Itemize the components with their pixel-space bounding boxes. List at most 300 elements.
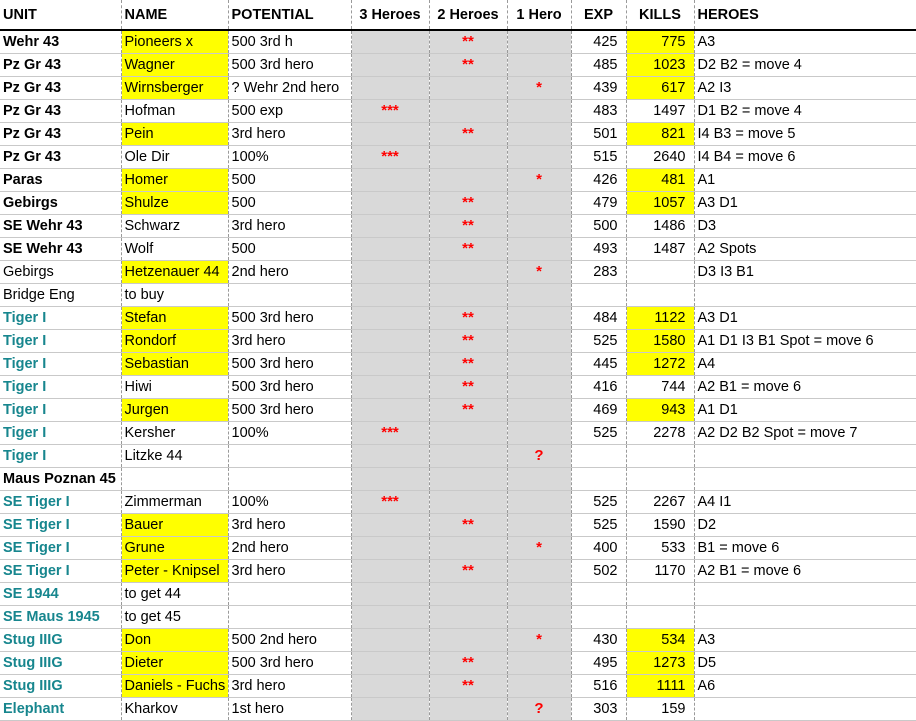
cell-3-heroes[interactable] (351, 651, 429, 674)
cell-potential[interactable] (228, 444, 351, 467)
cell-2-heroes[interactable] (429, 76, 507, 99)
cell-unit[interactable]: Tiger I (0, 306, 121, 329)
cell-potential[interactable]: ? Wehr 2nd hero (228, 76, 351, 99)
cell-exp[interactable]: 479 (571, 191, 626, 214)
cell-kills[interactable]: 1273 (626, 651, 694, 674)
cell-heroes[interactable]: A2 B1 = move 6 (694, 375, 916, 398)
cell-name[interactable]: Litzke 44 (121, 444, 228, 467)
cell-kills[interactable]: 533 (626, 536, 694, 559)
table-row (0, 76, 916, 99)
cell-1-hero[interactable] (507, 605, 571, 628)
cell-potential[interactable]: 3rd hero (228, 674, 351, 697)
cell-heroes[interactable]: D5 (694, 651, 916, 674)
table-row (0, 674, 916, 697)
cell-unit[interactable]: Bridge Eng (0, 283, 121, 306)
cell-potential[interactable]: 1st hero (228, 697, 351, 720)
cell-kills[interactable]: 159 (626, 697, 694, 720)
cell-unit[interactable]: SE Wehr 43 (0, 214, 121, 237)
cell-name[interactable]: Ole Dir (121, 145, 228, 168)
cell-unit[interactable]: Tiger I (0, 375, 121, 398)
cell-potential[interactable]: 500 3rd hero (228, 53, 351, 76)
cell-3-heroes[interactable] (351, 398, 429, 421)
cell-unit[interactable]: SE Tiger I (0, 559, 121, 582)
cell-exp[interactable]: 400 (571, 536, 626, 559)
cell-1-hero[interactable] (507, 237, 571, 260)
header-2-heroes[interactable]: 2 Heroes (429, 0, 507, 30)
cell-potential[interactable]: 500 (228, 168, 351, 191)
cell-2-heroes[interactable] (429, 421, 507, 444)
cell-1-hero[interactable] (507, 53, 571, 76)
cell-heroes[interactable]: A6 (694, 674, 916, 697)
cell-2-heroes[interactable] (429, 99, 507, 122)
cell-1-hero[interactable] (507, 674, 571, 697)
cell-2-heroes[interactable]: ** (429, 651, 507, 674)
cell-unit[interactable]: SE Tiger I (0, 490, 121, 513)
cell-heroes[interactable]: D1 B2 = move 4 (694, 99, 916, 122)
cell-exp[interactable]: 469 (571, 398, 626, 421)
cell-2-heroes[interactable] (429, 605, 507, 628)
cell-potential[interactable] (228, 582, 351, 605)
table-row (0, 122, 916, 145)
cell-1-hero[interactable] (507, 99, 571, 122)
cell-1-hero[interactable] (507, 214, 571, 237)
cell-3-heroes[interactable]: *** (351, 145, 429, 168)
cell-unit[interactable]: Stug IIIG (0, 674, 121, 697)
cell-heroes[interactable] (694, 697, 916, 720)
cell-potential[interactable] (228, 467, 351, 490)
cell-kills[interactable]: 1486 (626, 214, 694, 237)
cell-unit[interactable]: Stug IIIG (0, 651, 121, 674)
cell-exp[interactable]: 525 (571, 329, 626, 352)
cell-name[interactable]: Don (121, 628, 228, 651)
table-row (0, 628, 916, 651)
cell-3-heroes[interactable] (351, 352, 429, 375)
cell-exp[interactable] (571, 444, 626, 467)
cell-1-hero[interactable] (507, 145, 571, 168)
header-kills[interactable]: KILLS (626, 0, 694, 30)
cell-potential[interactable]: 500 3rd hero (228, 651, 351, 674)
cell-potential[interactable]: 3rd hero (228, 513, 351, 536)
cell-potential[interactable]: 2nd hero (228, 536, 351, 559)
cell-3-heroes[interactable] (351, 76, 429, 99)
cell-2-heroes[interactable] (429, 444, 507, 467)
cell-kills[interactable] (626, 444, 694, 467)
cell-exp[interactable]: 484 (571, 306, 626, 329)
cell-heroes[interactable]: I4 B3 = move 5 (694, 122, 916, 145)
cell-2-heroes[interactable] (429, 283, 507, 306)
cell-heroes[interactable]: A4 I1 (694, 490, 916, 513)
cell-2-heroes[interactable]: ** (429, 375, 507, 398)
cell-exp[interactable]: 495 (571, 651, 626, 674)
cell-heroes[interactable]: A3 (694, 30, 916, 53)
cell-kills[interactable]: 2640 (626, 145, 694, 168)
cell-unit[interactable]: Pz Gr 43 (0, 53, 121, 76)
cell-kills[interactable]: 1487 (626, 237, 694, 260)
cell-2-heroes[interactable]: ** (429, 352, 507, 375)
cell-kills[interactable]: 2278 (626, 421, 694, 444)
cell-1-hero[interactable] (507, 122, 571, 145)
cell-heroes[interactable]: A1 D1 I3 B1 Spot = move 6 (694, 329, 916, 352)
cell-name[interactable] (121, 467, 228, 490)
cell-3-heroes[interactable] (351, 536, 429, 559)
cell-2-heroes[interactable] (429, 145, 507, 168)
cell-exp[interactable]: 515 (571, 145, 626, 168)
cell-3-heroes[interactable]: *** (351, 99, 429, 122)
cell-unit[interactable]: SE Maus 1945 (0, 605, 121, 628)
cell-kills[interactable]: 617 (626, 76, 694, 99)
cell-2-heroes[interactable]: ** (429, 513, 507, 536)
cell-2-heroes[interactable]: ** (429, 214, 507, 237)
cell-kills[interactable]: 1272 (626, 352, 694, 375)
cell-kills[interactable] (626, 467, 694, 490)
cell-3-heroes[interactable] (351, 467, 429, 490)
cell-1-hero[interactable] (507, 467, 571, 490)
cell-1-hero[interactable]: ? (507, 444, 571, 467)
cell-2-heroes[interactable] (429, 260, 507, 283)
cell-3-heroes[interactable] (351, 605, 429, 628)
cell-kills[interactable]: 1170 (626, 559, 694, 582)
cell-name[interactable]: Wirnsberger (121, 76, 228, 99)
cell-potential[interactable]: 2nd hero (228, 260, 351, 283)
cell-kills[interactable] (626, 260, 694, 283)
cell-3-heroes[interactable] (351, 191, 429, 214)
cell-kills[interactable]: 775 (626, 30, 694, 53)
cell-unit[interactable]: Pz Gr 43 (0, 145, 121, 168)
cell-kills[interactable]: 744 (626, 375, 694, 398)
cell-exp[interactable]: 430 (571, 628, 626, 651)
cell-kills[interactable] (626, 283, 694, 306)
cell-1-hero[interactable] (507, 513, 571, 536)
cell-2-heroes[interactable]: ** (429, 122, 507, 145)
table-row (0, 99, 916, 122)
cell-exp[interactable]: 426 (571, 168, 626, 191)
cell-3-heroes[interactable] (351, 30, 429, 53)
cell-2-heroes[interactable] (429, 628, 507, 651)
cell-3-heroes[interactable] (351, 628, 429, 651)
cell-1-hero[interactable]: * (507, 628, 571, 651)
cell-exp[interactable]: 525 (571, 513, 626, 536)
cell-3-heroes[interactable]: *** (351, 490, 429, 513)
cell-3-heroes[interactable] (351, 559, 429, 582)
header-name[interactable]: NAME (121, 0, 228, 30)
cell-exp[interactable]: 502 (571, 559, 626, 582)
cell-exp[interactable] (571, 582, 626, 605)
cell-2-heroes[interactable]: ** (429, 398, 507, 421)
cell-exp[interactable]: 501 (571, 122, 626, 145)
cell-unit[interactable]: Pz Gr 43 (0, 122, 121, 145)
cell-1-hero[interactable]: * (507, 76, 571, 99)
cell-2-heroes[interactable] (429, 582, 507, 605)
cell-2-heroes[interactable] (429, 536, 507, 559)
cell-name[interactable]: to get 45 (121, 605, 228, 628)
cell-heroes[interactable]: A3 (694, 628, 916, 651)
cell-2-heroes[interactable] (429, 467, 507, 490)
cell-3-heroes[interactable] (351, 444, 429, 467)
cell-potential[interactable]: 500 exp (228, 99, 351, 122)
cell-potential[interactable] (228, 283, 351, 306)
cell-3-heroes[interactable] (351, 53, 429, 76)
cell-name[interactable]: Wagner (121, 53, 228, 76)
cell-name[interactable]: Grune (121, 536, 228, 559)
cell-unit[interactable]: Gebirgs (0, 191, 121, 214)
table-row (0, 536, 916, 559)
cell-exp[interactable]: 439 (571, 76, 626, 99)
cell-1-hero[interactable] (507, 375, 571, 398)
header-row (0, 0, 916, 30)
cell-3-heroes[interactable] (351, 697, 429, 720)
cell-heroes[interactable]: D3 (694, 214, 916, 237)
cell-heroes[interactable]: B1 = move 6 (694, 536, 916, 559)
cell-name[interactable]: Homer (121, 168, 228, 191)
cell-exp[interactable]: 445 (571, 352, 626, 375)
cell-3-heroes[interactable] (351, 375, 429, 398)
cell-name[interactable]: Hofman (121, 99, 228, 122)
cell-1-hero[interactable] (507, 329, 571, 352)
cell-3-heroes[interactable] (351, 513, 429, 536)
cell-potential[interactable]: 500 (228, 237, 351, 260)
header-unit[interactable]: UNIT (0, 0, 121, 30)
cell-unit[interactable]: SE Wehr 43 (0, 237, 121, 260)
cell-3-heroes[interactable] (351, 168, 429, 191)
cell-name[interactable]: Dieter (121, 651, 228, 674)
header-potential[interactable]: POTENTIAL (228, 0, 351, 30)
cell-potential[interactable]: 500 2nd hero (228, 628, 351, 651)
cell-kills[interactable]: 1590 (626, 513, 694, 536)
cell-3-heroes[interactable]: *** (351, 421, 429, 444)
cell-heroes[interactable]: A2 B1 = move 6 (694, 559, 916, 582)
cell-heroes[interactable] (694, 467, 916, 490)
cell-heroes[interactable] (694, 605, 916, 628)
header-1-hero[interactable]: 1 Hero (507, 0, 571, 30)
cell-heroes[interactable]: A2 Spots (694, 237, 916, 260)
table-row (0, 375, 916, 398)
cell-unit[interactable]: SE 1944 (0, 582, 121, 605)
cell-heroes[interactable] (694, 582, 916, 605)
cell-potential[interactable]: 500 3rd hero (228, 398, 351, 421)
cell-name[interactable]: Jurgen (121, 398, 228, 421)
table-row (0, 30, 916, 53)
cell-unit[interactable]: Tiger I (0, 398, 121, 421)
table-row (0, 168, 916, 191)
cell-exp[interactable]: 483 (571, 99, 626, 122)
cell-kills[interactable]: 534 (626, 628, 694, 651)
cell-exp[interactable]: 283 (571, 260, 626, 283)
cell-3-heroes[interactable] (351, 237, 429, 260)
cell-potential[interactable]: 500 (228, 191, 351, 214)
cell-name[interactable]: Wolf (121, 237, 228, 260)
cell-2-heroes[interactable]: ** (429, 237, 507, 260)
cell-kills[interactable] (626, 582, 694, 605)
cell-exp[interactable]: 500 (571, 214, 626, 237)
table-row (0, 697, 916, 720)
cell-exp[interactable]: 303 (571, 697, 626, 720)
cell-unit[interactable]: Pz Gr 43 (0, 76, 121, 99)
cell-kills[interactable]: 1497 (626, 99, 694, 122)
cell-2-heroes[interactable] (429, 168, 507, 191)
cell-name[interactable]: Hetzenauer 44 (121, 260, 228, 283)
cell-kills[interactable] (626, 605, 694, 628)
cell-name[interactable]: Schwarz (121, 214, 228, 237)
cell-kills[interactable]: 1023 (626, 53, 694, 76)
cell-3-heroes[interactable] (351, 260, 429, 283)
cell-name[interactable]: Zimmerman (121, 490, 228, 513)
cell-name[interactable]: Hiwi (121, 375, 228, 398)
cell-1-hero[interactable] (507, 283, 571, 306)
cell-exp[interactable]: 525 (571, 490, 626, 513)
cell-3-heroes[interactable] (351, 329, 429, 352)
cell-3-heroes[interactable] (351, 582, 429, 605)
cell-unit[interactable]: Tiger I (0, 421, 121, 444)
cell-unit[interactable]: Wehr 43 (0, 30, 121, 53)
table-row (0, 53, 916, 76)
cell-heroes[interactable] (694, 444, 916, 467)
cell-2-heroes[interactable] (429, 697, 507, 720)
cell-heroes[interactable]: A2 D2 B2 Spot = move 7 (694, 421, 916, 444)
cell-exp[interactable] (571, 283, 626, 306)
cell-exp[interactable]: 425 (571, 30, 626, 53)
cell-kills[interactable]: 821 (626, 122, 694, 145)
cell-potential[interactable]: 500 3rd hero (228, 375, 351, 398)
cell-unit[interactable]: SE Tiger I (0, 536, 121, 559)
cell-3-heroes[interactable] (351, 674, 429, 697)
cell-potential[interactable]: 500 3rd h (228, 30, 351, 53)
cell-1-hero[interactable] (507, 559, 571, 582)
cell-2-heroes[interactable] (429, 490, 507, 513)
cell-2-heroes[interactable]: ** (429, 30, 507, 53)
cell-kills[interactable]: 943 (626, 398, 694, 421)
cell-name[interactable]: Kersher (121, 421, 228, 444)
cell-unit[interactable]: Elephant (0, 697, 121, 720)
cell-unit[interactable]: SE Tiger I (0, 513, 121, 536)
cell-1-hero[interactable] (507, 352, 571, 375)
cell-name[interactable]: Pein (121, 122, 228, 145)
cell-2-heroes[interactable]: ** (429, 559, 507, 582)
cell-exp[interactable] (571, 467, 626, 490)
cell-exp[interactable]: 485 (571, 53, 626, 76)
table-body (0, 30, 916, 720)
cell-name[interactable]: Bauer (121, 513, 228, 536)
cell-potential[interactable]: 3rd hero (228, 122, 351, 145)
cell-potential[interactable]: 100% (228, 421, 351, 444)
cell-potential[interactable]: 500 3rd hero (228, 352, 351, 375)
cell-1-hero[interactable] (507, 398, 571, 421)
cell-heroes[interactable]: I4 B4 = move 6 (694, 145, 916, 168)
table-row (0, 398, 916, 421)
cell-heroes[interactable]: A2 I3 (694, 76, 916, 99)
cell-heroes[interactable]: A4 (694, 352, 916, 375)
cell-name[interactable]: to buy (121, 283, 228, 306)
cell-exp[interactable] (571, 605, 626, 628)
cell-name[interactable]: Sebastian (121, 352, 228, 375)
cell-3-heroes[interactable] (351, 283, 429, 306)
cell-2-heroes[interactable]: ** (429, 191, 507, 214)
cell-1-hero[interactable]: * (507, 168, 571, 191)
table-row (0, 605, 916, 628)
cell-potential[interactable]: 500 3rd hero (228, 306, 351, 329)
header-exp[interactable]: EXP (571, 0, 626, 30)
cell-potential[interactable]: 3rd hero (228, 329, 351, 352)
cell-unit[interactable]: Tiger I (0, 329, 121, 352)
table-row (0, 352, 916, 375)
cell-potential[interactable]: 3rd hero (228, 559, 351, 582)
cell-unit[interactable]: Stug IIIG (0, 628, 121, 651)
cell-heroes[interactable]: A3 D1 (694, 191, 916, 214)
cell-kills[interactable]: 1580 (626, 329, 694, 352)
cell-1-hero[interactable] (507, 582, 571, 605)
header-heroes[interactable]: HEROES (694, 0, 916, 30)
cell-exp[interactable]: 493 (571, 237, 626, 260)
cell-exp[interactable]: 525 (571, 421, 626, 444)
cell-heroes[interactable]: A1 D1 (694, 398, 916, 421)
cell-unit[interactable]: Tiger I (0, 444, 121, 467)
cell-2-heroes[interactable]: ** (429, 674, 507, 697)
cell-heroes[interactable]: A1 (694, 168, 916, 191)
table-row (0, 329, 916, 352)
cell-1-hero[interactable] (507, 306, 571, 329)
cell-1-hero[interactable] (507, 490, 571, 513)
cell-1-hero[interactable]: ? (507, 697, 571, 720)
cell-exp[interactable]: 416 (571, 375, 626, 398)
cell-heroes[interactable]: A3 D1 (694, 306, 916, 329)
table-row (0, 306, 916, 329)
cell-1-hero[interactable] (507, 30, 571, 53)
cell-unit[interactable]: Paras (0, 168, 121, 191)
cell-name[interactable]: Pioneers x (121, 30, 228, 53)
cell-1-hero[interactable] (507, 651, 571, 674)
cell-name[interactable]: Kharkov (121, 697, 228, 720)
cell-3-heroes[interactable] (351, 122, 429, 145)
cell-3-heroes[interactable] (351, 306, 429, 329)
cell-heroes[interactable]: D3 I3 B1 (694, 260, 916, 283)
cell-potential[interactable]: 3rd hero (228, 214, 351, 237)
cell-3-heroes[interactable] (351, 214, 429, 237)
cell-unit[interactable]: Tiger I (0, 352, 121, 375)
table-row (0, 513, 916, 536)
cell-2-heroes[interactable]: ** (429, 53, 507, 76)
cell-kills[interactable]: 481 (626, 168, 694, 191)
cell-potential[interactable] (228, 605, 351, 628)
table-row (0, 421, 916, 444)
header-3-heroes[interactable]: 3 Heroes (351, 0, 429, 30)
cell-kills[interactable]: 1122 (626, 306, 694, 329)
cell-heroes[interactable] (694, 283, 916, 306)
cell-name[interactable]: Stefan (121, 306, 228, 329)
cell-2-heroes[interactable]: ** (429, 329, 507, 352)
cell-name[interactable]: Peter - Knipsel (121, 559, 228, 582)
cell-2-heroes[interactable]: ** (429, 306, 507, 329)
cell-potential[interactable]: 100% (228, 145, 351, 168)
cell-name[interactable]: Shulze (121, 191, 228, 214)
cell-1-hero[interactable] (507, 421, 571, 444)
cell-potential[interactable]: 100% (228, 490, 351, 513)
cell-heroes[interactable]: D2 (694, 513, 916, 536)
cell-name[interactable]: Daniels - Fuchs (121, 674, 228, 697)
cell-unit[interactable]: Maus Poznan 45 (0, 467, 121, 490)
cell-name[interactable]: to get 44 (121, 582, 228, 605)
cell-exp[interactable]: 516 (571, 674, 626, 697)
cell-kills[interactable]: 1057 (626, 191, 694, 214)
cell-kills[interactable]: 1111 (626, 674, 694, 697)
cell-name[interactable]: Rondorf (121, 329, 228, 352)
cell-kills[interactable]: 2267 (626, 490, 694, 513)
cell-1-hero[interactable]: * (507, 260, 571, 283)
cell-unit[interactable]: Pz Gr 43 (0, 99, 121, 122)
cell-1-hero[interactable]: * (507, 536, 571, 559)
cell-1-hero[interactable] (507, 191, 571, 214)
cell-heroes[interactable]: D2 B2 = move 4 (694, 53, 916, 76)
table-row (0, 444, 916, 467)
cell-unit[interactable]: Gebirgs (0, 260, 121, 283)
